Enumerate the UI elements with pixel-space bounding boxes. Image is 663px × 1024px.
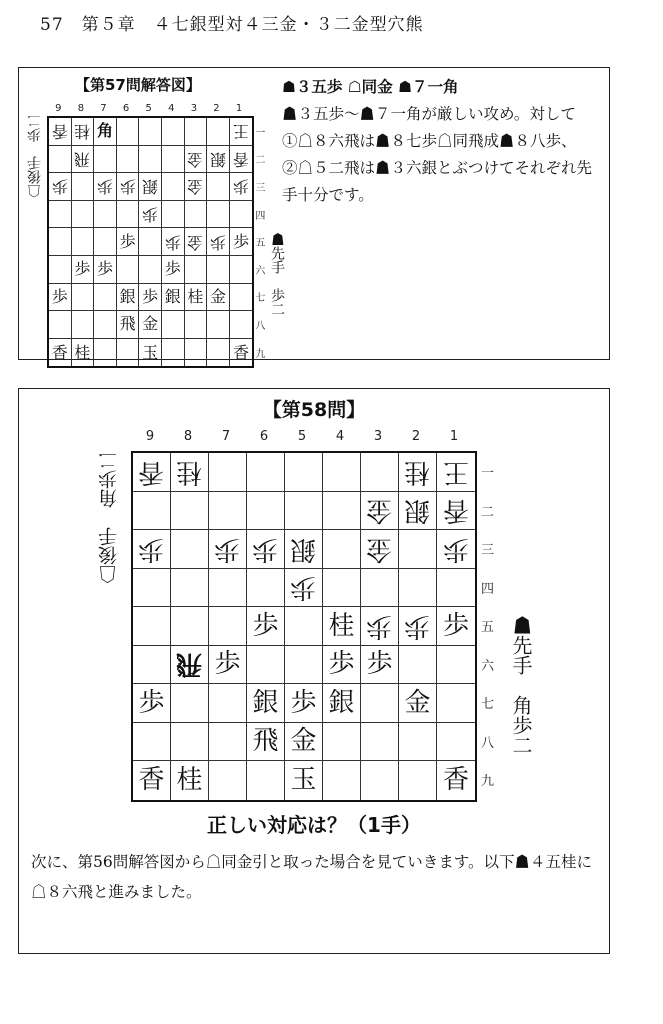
- diagram58-square-6-八: [247, 723, 285, 762]
- shogi-piece: 歩: [442, 533, 469, 564]
- diagram57-square-8-二: [72, 146, 95, 174]
- diagram58-square-5-七: [285, 684, 323, 723]
- column-label: 7: [100, 103, 107, 114]
- row-label: 九: [255, 348, 266, 360]
- diagram58-square-6-六: [247, 646, 285, 685]
- diagram58-square-8-一: [171, 453, 209, 492]
- diagram58-square-6-一: [247, 453, 285, 492]
- shogi-piece: 金: [366, 495, 393, 526]
- shogi-piece: 玉: [142, 342, 159, 362]
- shogi-piece: 歩: [366, 610, 393, 641]
- diagram57-square-8-三: [72, 173, 95, 201]
- diagram58-square-6-五: [247, 607, 285, 646]
- row-label: 一: [255, 127, 266, 139]
- problem-58-panel: [18, 388, 610, 954]
- column-label: 5: [297, 429, 307, 444]
- diagram57-square-9-五: [49, 228, 72, 256]
- shogi-piece: 金: [404, 687, 431, 718]
- shogi-piece: 歩: [138, 687, 165, 718]
- shogi-piece: 金: [187, 177, 204, 197]
- diagram58-square-7-七: [209, 684, 247, 723]
- row-label: 三: [481, 543, 495, 559]
- diagram58-square-8-七: [171, 684, 209, 723]
- diagram57-square-8-一: [72, 118, 95, 146]
- shogi-piece: 飛: [74, 149, 91, 169]
- diagram57-square-4-九: [162, 339, 185, 367]
- diagram58-square-8-三: [171, 530, 209, 569]
- diagram58-square-4-一: [323, 453, 361, 492]
- diagram57-square-5-三: [139, 173, 162, 201]
- column-label: 6: [122, 103, 130, 114]
- diagram57-square-6-三: [117, 173, 140, 201]
- diagram57-square-7-五: [94, 228, 117, 256]
- diagram57-square-7-九: [94, 339, 117, 367]
- row-label: 二: [255, 155, 266, 167]
- diagram58-square-3-四: [361, 569, 399, 608]
- diagram-58-title: 【第58問】: [262, 399, 366, 421]
- diagram58-square-7-三: [209, 530, 247, 569]
- diagram58-square-1-五: [437, 607, 475, 646]
- column-label: 6: [259, 429, 269, 444]
- diagram-57-title: 【第57問解答図】: [75, 76, 201, 94]
- diagram57-square-2-四: [207, 201, 230, 229]
- diagram58-square-9-一: [133, 453, 171, 492]
- diagram58-square-1-三: [437, 530, 475, 569]
- shogi-piece: 桂: [328, 610, 355, 641]
- shogi-piece: 香: [442, 495, 469, 526]
- column-label: 7: [221, 429, 231, 444]
- row-label: 四: [481, 581, 495, 597]
- diagram58-square-9-九: [133, 761, 171, 800]
- diagram58-square-1-九: [437, 761, 475, 800]
- diagram58-square-7-五: [209, 607, 247, 646]
- diagram58-square-1-二: [437, 492, 475, 531]
- shogi-piece: 歩: [233, 231, 250, 251]
- shogi-piece: 歩: [214, 533, 241, 564]
- diagram57-square-6-一: [117, 118, 140, 146]
- shogi-piece: 歩: [51, 286, 68, 306]
- diagram58-square-6-三: [247, 530, 285, 569]
- shogi-piece: 銀: [404, 495, 431, 526]
- diagram57-square-7-六: [94, 256, 117, 284]
- diagram57-square-9-六: [49, 256, 72, 284]
- shogi-piece: 歩: [209, 232, 226, 252]
- shogi-piece: 銀: [119, 286, 136, 306]
- diagram57-square-5-四: [139, 201, 162, 229]
- shogi-piece: 飛: [176, 649, 203, 680]
- shogi-piece: 桂: [74, 122, 91, 142]
- diagram58-square-2-三: [399, 530, 437, 569]
- shogi-piece: 歩: [138, 533, 165, 564]
- row-label: 七: [481, 697, 495, 713]
- diagram58-square-6-四: [247, 569, 285, 608]
- shogi-piece: 銀: [290, 533, 317, 564]
- diagram57-square-7-八: [94, 311, 117, 339]
- diagram58-square-6-七: [247, 684, 285, 723]
- diagram57-square-8-九: [72, 339, 95, 367]
- diagram57-square-2-八: [207, 311, 230, 339]
- row-label: 七: [255, 293, 266, 305]
- shogi-piece: 銀: [328, 687, 355, 718]
- diagram58-square-2-五: [399, 607, 437, 646]
- diagram58-square-2-一: [399, 453, 437, 492]
- diagram58-square-9-八: [133, 723, 171, 762]
- shogi-piece: 歩: [119, 231, 136, 251]
- shogi-piece: 王: [233, 122, 250, 142]
- diagram57-square-5-一: [139, 118, 162, 146]
- diagram58-square-8-五: [171, 607, 209, 646]
- column-label: 9: [145, 429, 155, 444]
- diagram57-square-3-六: [185, 256, 208, 284]
- column-label: 1: [449, 429, 459, 444]
- diagram57-square-9-三: [49, 173, 72, 201]
- shogi-piece: 歩: [96, 177, 113, 197]
- diagram-58-board: [131, 451, 477, 802]
- diagram57-square-9-四: [49, 201, 72, 229]
- diagram57-square-4-二: [162, 146, 185, 174]
- diagram58-square-9-五: [133, 607, 171, 646]
- diagram57-square-4-一: [162, 118, 185, 146]
- shogi-piece: 歩: [290, 687, 317, 718]
- column-label: 1: [235, 103, 243, 114]
- diagram58-square-8-四: [171, 569, 209, 608]
- shogi-piece: 歩: [214, 649, 241, 680]
- shogi-piece: 金: [290, 726, 317, 757]
- diagram57-square-5-八: [139, 311, 162, 339]
- diagram57-square-9-一: [49, 118, 72, 146]
- diagram57-square-9-七: [49, 284, 72, 312]
- diagram57-square-4-八: [162, 311, 185, 339]
- shogi-piece: 歩: [442, 610, 469, 641]
- diagram58-square-3-六: [361, 646, 399, 685]
- column-label: 2: [213, 103, 220, 114]
- diagram57-square-5-七: [139, 284, 162, 312]
- shogi-piece: 歩: [290, 572, 317, 603]
- diagram58-square-3-八: [361, 723, 399, 762]
- row-label: 四: [255, 210, 266, 222]
- shogi-piece: 歩: [164, 232, 181, 252]
- row-label: 五: [255, 238, 266, 250]
- diagram57-square-1-九: [230, 339, 253, 367]
- diagram-58-gote-hand: ☖後手 角歩二: [98, 451, 120, 584]
- diagram57-square-2-三: [207, 173, 230, 201]
- shogi-piece: 王: [442, 456, 469, 487]
- shogi-piece: 香: [138, 456, 165, 487]
- diagram58-square-5-三: [285, 530, 323, 569]
- shogi-piece: 歩: [51, 177, 68, 197]
- row-label: 八: [481, 735, 495, 751]
- shogi-piece: 銀: [164, 286, 181, 306]
- shogi-piece: 桂: [187, 286, 204, 306]
- diagram57-square-9-九: [49, 339, 72, 367]
- diagram58-square-3-五: [361, 607, 399, 646]
- diagram57-square-5-五: [139, 228, 162, 256]
- diagram57-square-3-五: [185, 228, 208, 256]
- answer-57-explanation: ☗３五歩〜☗７一角が厳しい攻め。対して①☖８六飛は☗８七歩☖同飛成☗８八歩、②☖５二飛は☗３六銀とぶつけてそれぞれ先手十分です。: [282, 105, 593, 204]
- diagram57-square-4-三: [162, 173, 185, 201]
- row-label: 六: [255, 265, 266, 277]
- row-label: 一: [481, 466, 495, 482]
- diagram58-square-4-三: [323, 530, 361, 569]
- diagram58-square-8-二: [171, 492, 209, 531]
- diagram57-square-4-七: [162, 284, 185, 312]
- answer-57-moves: ☗３五歩 ☖同金 ☗７一角: [282, 78, 459, 96]
- diagram58-square-7-九: [209, 761, 247, 800]
- diagram57-square-8-六: [72, 256, 95, 284]
- diagram57-square-4-六: [162, 256, 185, 284]
- shogi-piece: 歩: [328, 649, 355, 680]
- row-label: 三: [255, 183, 266, 194]
- shogi-piece: 歩: [164, 259, 181, 279]
- shogi-piece: 飛: [252, 726, 279, 757]
- diagram58-square-4-二: [323, 492, 361, 531]
- problem-58-question: 正しい対応は？（1手）: [207, 813, 421, 837]
- diagram-57-gote-hand: ☖後手 歩二: [27, 114, 43, 198]
- diagram58-square-9-二: [133, 492, 171, 531]
- diagram57-square-6-七: [117, 284, 140, 312]
- diagram58-square-4-六: [323, 646, 361, 685]
- diagram57-square-6-八: [117, 311, 140, 339]
- diagram57-square-8-五: [72, 228, 95, 256]
- diagram58-square-1-七: [437, 684, 475, 723]
- diagram57-square-1-七: [230, 284, 253, 312]
- diagram57-square-6-六: [117, 256, 140, 284]
- diagram57-square-5-六: [139, 256, 162, 284]
- diagram57-square-1-六: [230, 256, 253, 284]
- diagram57-square-1-四: [230, 201, 253, 229]
- shogi-piece: 歩: [233, 177, 250, 197]
- shogi-piece: 金: [142, 314, 159, 334]
- diagram58-square-5-八: [285, 723, 323, 762]
- shogi-piece: 金: [366, 533, 393, 564]
- column-label: 4: [335, 429, 345, 444]
- diagram57-square-3-七: [185, 284, 208, 312]
- diagram57-square-3-二: [185, 146, 208, 174]
- problem-58-description: 次に、第56問解答図から☖同金引と取った場合を見ていきます。以下☗４五桂に☖８六飛と進みました。: [31, 853, 592, 901]
- diagram57-square-4-四: [162, 201, 185, 229]
- diagram58-square-8-九: [171, 761, 209, 800]
- diagram57-square-1-五: [230, 228, 253, 256]
- diagram57-square-7-三: [94, 173, 117, 201]
- diagram57-square-6-四: [117, 201, 140, 229]
- diagram58-square-3-二: [361, 492, 399, 531]
- diagram58-square-2-六: [399, 646, 437, 685]
- diagram58-square-9-四: [133, 569, 171, 608]
- diagram58-square-4-七: [323, 684, 361, 723]
- diagram57-square-6-二: [117, 146, 140, 174]
- diagram58-square-4-九: [323, 761, 361, 800]
- diagram58-square-4-八: [323, 723, 361, 762]
- diagram57-square-3-一: [185, 118, 208, 146]
- diagram-57-sente-hand: ☗先手 歩二: [269, 232, 285, 316]
- shogi-piece: 歩: [96, 259, 113, 279]
- shogi-piece: 銀: [209, 149, 226, 169]
- column-label: 3: [190, 103, 198, 114]
- diagram57-square-2-六: [207, 256, 230, 284]
- shogi-piece: 金: [209, 286, 226, 306]
- diagram58-square-2-九: [399, 761, 437, 800]
- diagram58-square-7-六: [209, 646, 247, 685]
- diagram57-square-8-八: [72, 311, 95, 339]
- diagram58-square-3-九: [361, 761, 399, 800]
- diagram58-square-4-五: [323, 607, 361, 646]
- row-label: 八: [255, 321, 266, 332]
- diagram57-square-2-一: [207, 118, 230, 146]
- shogi-piece: 銀: [142, 177, 159, 197]
- diagram58-square-2-二: [399, 492, 437, 531]
- diagram58-square-6-九: [247, 761, 285, 800]
- shogi-piece: 玉: [290, 765, 317, 796]
- diagram57-square-8-七: [72, 284, 95, 312]
- diagram58-square-7-一: [209, 453, 247, 492]
- diagram58-square-5-四: [285, 569, 323, 608]
- answer-57-text: [282, 74, 602, 209]
- diagram58-square-2-四: [399, 569, 437, 608]
- diagram58-square-8-六: [171, 646, 209, 685]
- column-label: 8: [77, 103, 85, 114]
- column-label: 2: [411, 429, 421, 444]
- column-label: 5: [145, 103, 152, 114]
- column-label: 9: [55, 103, 62, 114]
- diagram57-square-5-九: [139, 339, 162, 367]
- diagram58-square-1-八: [437, 723, 475, 762]
- diagram57-square-5-二: [139, 146, 162, 174]
- diagram58-square-3-一: [361, 453, 399, 492]
- column-label: 3: [373, 429, 383, 444]
- shogi-piece: 金: [187, 149, 204, 169]
- shogi-piece: 桂: [176, 765, 203, 796]
- diagram58-square-5-九: [285, 761, 323, 800]
- diagram57-square-1-三: [230, 173, 253, 201]
- shogi-piece: 歩: [252, 610, 279, 641]
- diagram58-square-7-四: [209, 569, 247, 608]
- row-label: 九: [481, 774, 495, 790]
- shogi-piece: 香: [442, 765, 469, 796]
- shogi-piece: 歩: [252, 533, 279, 564]
- diagram58-square-9-三: [133, 530, 171, 569]
- diagram58-square-4-四: [323, 569, 361, 608]
- diagram58-square-9-七: [133, 684, 171, 723]
- diagram58-square-2-八: [399, 723, 437, 762]
- diagram57-square-9-八: [49, 311, 72, 339]
- diagram58-square-5-一: [285, 453, 323, 492]
- diagram57-square-3-四: [185, 201, 208, 229]
- diagram57-square-9-二: [49, 146, 72, 174]
- shogi-piece: 銀: [252, 687, 279, 718]
- diagram58-square-7-二: [209, 492, 247, 531]
- shogi-piece: 香: [138, 765, 165, 796]
- row-label: 二: [481, 504, 495, 520]
- diagram58-square-8-八: [171, 723, 209, 762]
- shogi-piece: 桂: [74, 342, 91, 362]
- shogi-piece: 歩: [142, 205, 159, 225]
- shogi-piece: 香: [51, 342, 68, 362]
- diagram57-square-7-七: [94, 284, 117, 312]
- shogi-piece: 香: [233, 149, 250, 169]
- diagram58-square-5-五: [285, 607, 323, 646]
- diagram57-square-7-一: [94, 118, 117, 146]
- diagram57-square-3-三: [185, 173, 208, 201]
- page-header: 57 第５章 ４七銀型対４三金・３二金型穴熊: [40, 15, 424, 35]
- shogi-piece: 桂: [404, 456, 431, 487]
- diagram57-square-7-四: [94, 201, 117, 229]
- diagram57-square-8-四: [72, 201, 95, 229]
- shogi-piece: 歩: [142, 286, 159, 306]
- row-label: 六: [481, 658, 495, 674]
- diagram58-square-3-三: [361, 530, 399, 569]
- row-label: 五: [481, 620, 495, 636]
- column-label: 4: [168, 103, 175, 114]
- shogi-piece: 金: [187, 232, 204, 252]
- diagram58-square-1-六: [437, 646, 475, 685]
- diagram58-square-1-四: [437, 569, 475, 608]
- shogi-piece: 飛: [119, 314, 136, 334]
- shogi-piece: 歩: [119, 177, 136, 197]
- diagram58-square-2-七: [399, 684, 437, 723]
- shogi-piece: 歩: [74, 259, 91, 279]
- diagram57-square-1-八: [230, 311, 253, 339]
- diagram58-square-3-七: [361, 684, 399, 723]
- diagram58-square-1-一: [437, 453, 475, 492]
- shogi-piece: 角: [96, 121, 113, 141]
- shogi-piece: 香: [233, 342, 250, 362]
- diagram57-square-2-七: [207, 284, 230, 312]
- diagram57-square-6-五: [117, 228, 140, 256]
- diagram57-square-1-二: [230, 146, 253, 174]
- diagram-58-sente-hand: ☗先手 角歩二: [509, 615, 533, 755]
- diagram58-square-6-二: [247, 492, 285, 531]
- diagram58-square-5-六: [285, 646, 323, 685]
- diagram57-square-2-九: [207, 339, 230, 367]
- diagram57-square-6-九: [117, 339, 140, 367]
- shogi-piece: 歩: [366, 649, 393, 680]
- diagram58-square-5-二: [285, 492, 323, 531]
- shogi-piece: 香: [51, 122, 68, 142]
- shogi-piece: 桂: [176, 456, 203, 487]
- column-label: 8: [183, 429, 193, 444]
- diagram57-square-3-九: [185, 339, 208, 367]
- diagram57-square-2-五: [207, 228, 230, 256]
- diagram57-square-1-一: [230, 118, 253, 146]
- diagram57-square-4-五: [162, 228, 185, 256]
- diagram57-square-2-二: [207, 146, 230, 174]
- shogi-piece: 歩: [404, 610, 431, 641]
- diagram57-square-7-二: [94, 146, 117, 174]
- diagram58-square-7-八: [209, 723, 247, 762]
- diagram-57-board: [47, 116, 254, 368]
- diagram58-square-9-六: [133, 646, 171, 685]
- diagram57-square-3-八: [185, 311, 208, 339]
